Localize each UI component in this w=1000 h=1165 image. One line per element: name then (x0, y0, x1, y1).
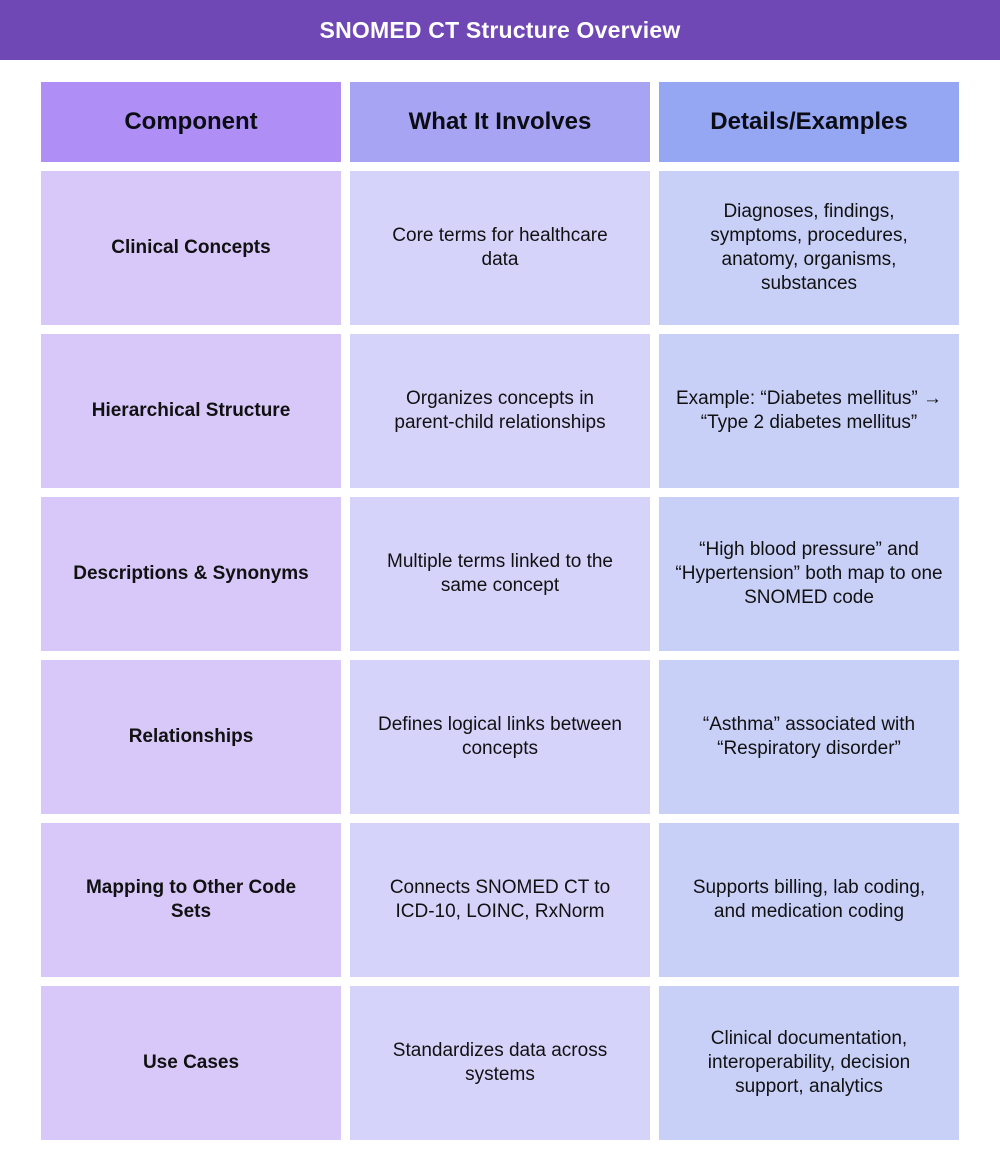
row-descriptions-synonyms-involves: Multiple terms linked to the same concept (350, 497, 650, 651)
column-header-component: Component (41, 82, 341, 162)
row-clinical-concepts-involves: Core terms for healthcare data (350, 171, 650, 325)
row-relationships-component: Relationships (41, 660, 341, 814)
structure-table (41, 82, 959, 1140)
row-relationships-involves: Defines logical links between concepts (350, 660, 650, 814)
row-mapping-component: Mapping to Other Code Sets (41, 823, 341, 977)
row-use-cases-details: Clinical documentation, interoperability, decision support, analytics (659, 986, 959, 1140)
row-use-cases-component: Use Cases (41, 986, 341, 1140)
row-mapping-involves: Connects SNOMED CT to ICD-10, LOINC, RxNorm (350, 823, 650, 977)
row-hierarchical-structure-component: Hierarchical Structure (41, 334, 341, 488)
row-descriptions-synonyms-details: “High blood pressure” and “Hypertension” both map to one SNOMED code (659, 497, 959, 651)
row-relationships-details: “Asthma” associated with “Respiratory disorder” (659, 660, 959, 814)
page-title: SNOMED CT Structure Overview (0, 0, 1000, 60)
row-descriptions-synonyms-component: Descriptions & Synonyms (41, 497, 341, 651)
row-clinical-concepts-details: Diagnoses, findings, symptoms, procedures, anatomy, organisms, substances (659, 171, 959, 325)
row-hierarchical-structure-details: Example: “Diabetes mellitus” → “Type 2 diabetes mellitus” (659, 334, 959, 488)
row-clinical-concepts-component: Clinical Concepts (41, 171, 341, 325)
row-use-cases-involves: Standardizes data across systems (350, 986, 650, 1140)
row-mapping-details: Supports billing, lab coding, and medication coding (659, 823, 959, 977)
column-header-details-examples: Details/Examples (659, 82, 959, 162)
row-hierarchical-structure-involves: Organizes concepts in parent-child relationships (350, 334, 650, 488)
column-header-what-it-involves: What It Involves (350, 82, 650, 162)
